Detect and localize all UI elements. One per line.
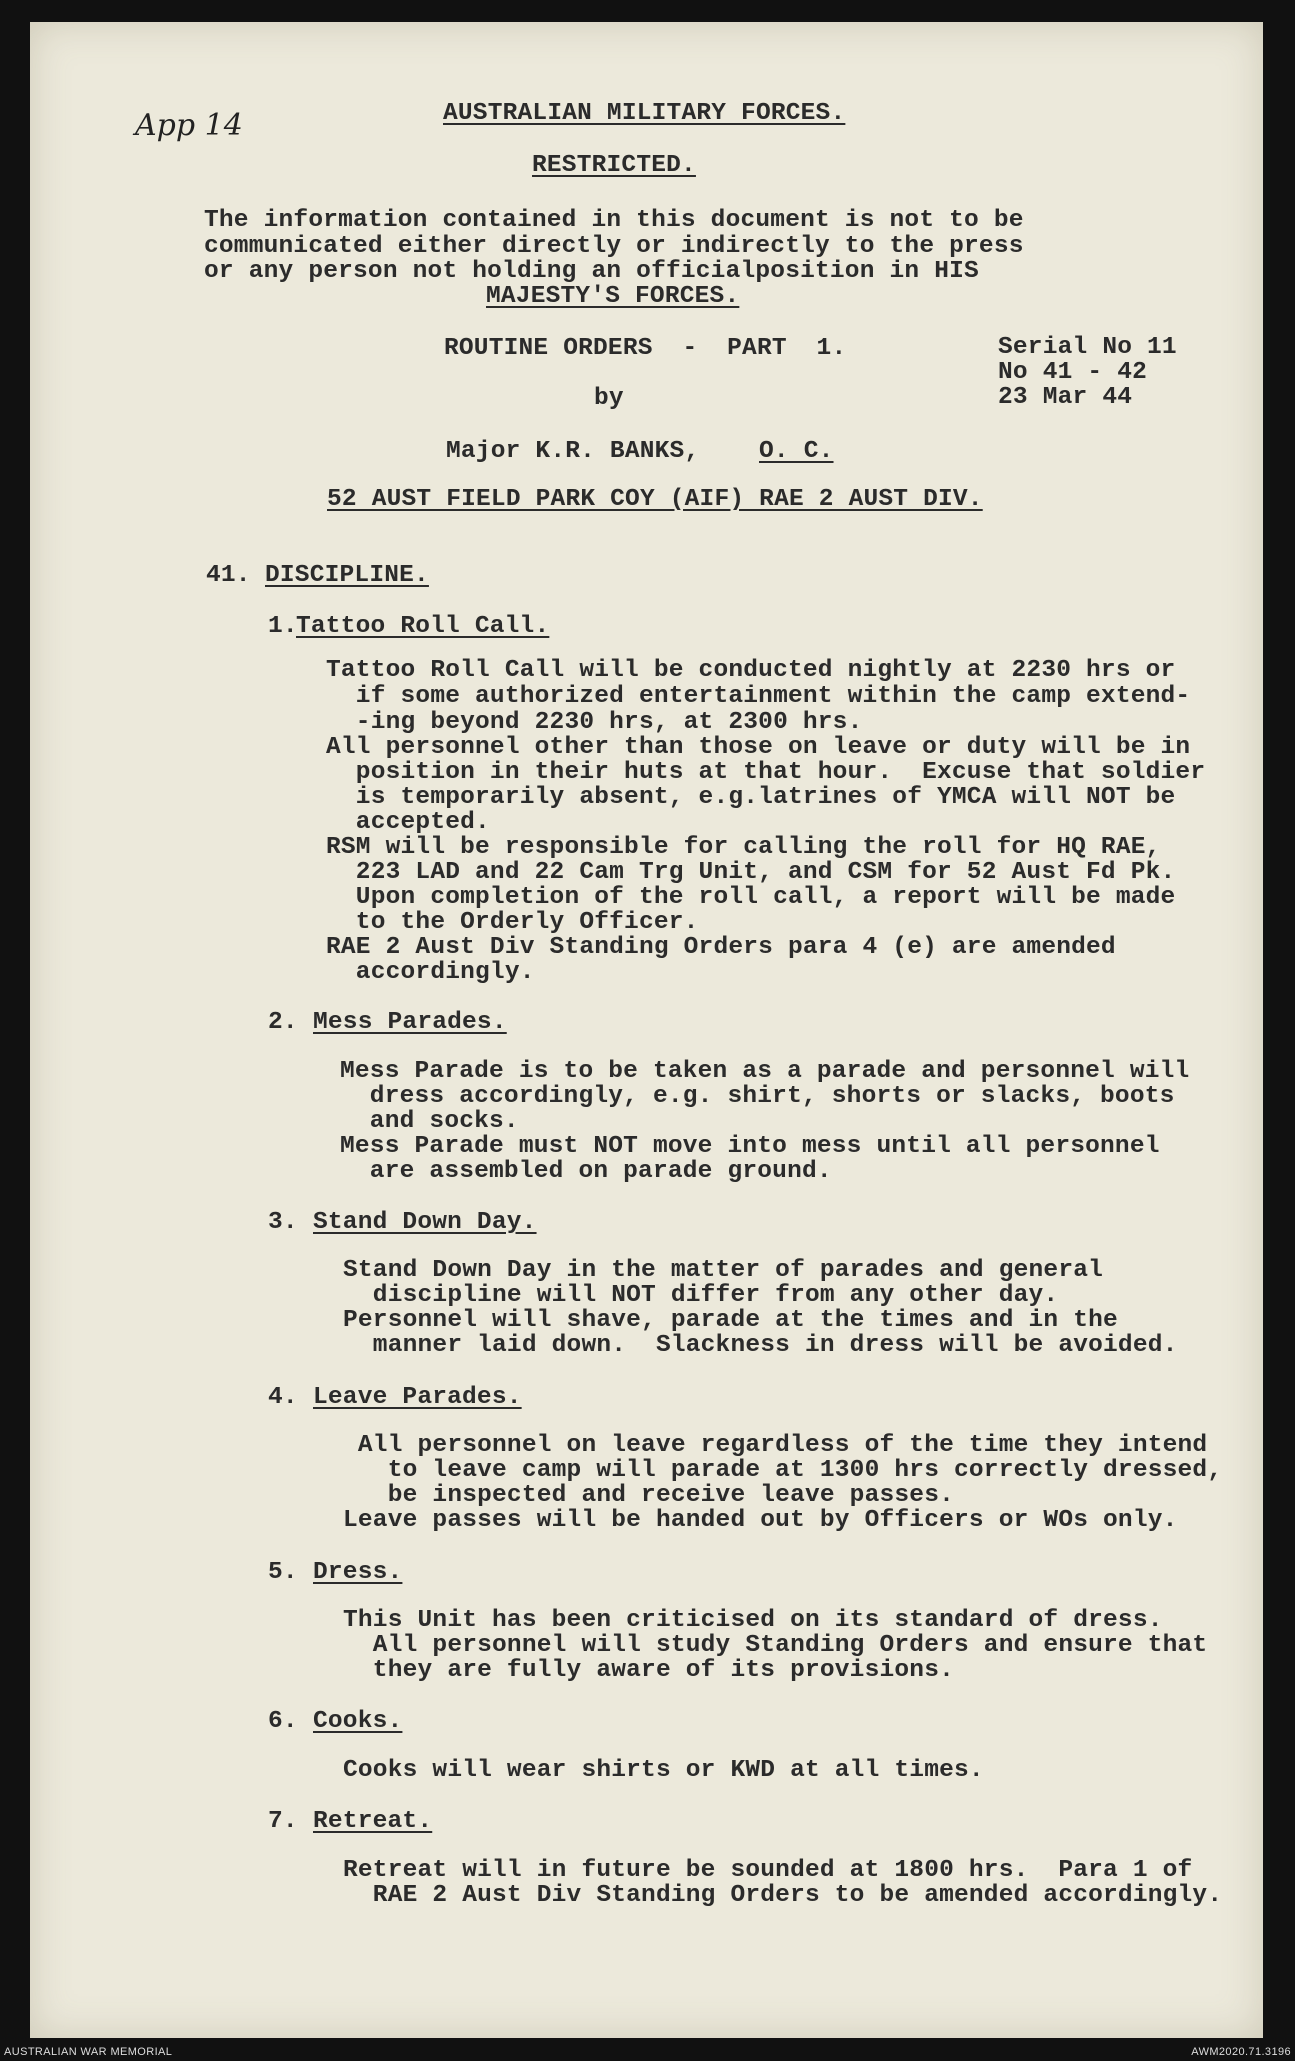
notice-end: MAJESTY'S FORCES. xyxy=(486,283,740,310)
item-text-line: Mess Parade is to be taken as a parade and personnel will xyxy=(340,1058,1190,1085)
item-number: 4. xyxy=(268,1384,298,1411)
item-title: Tattoo Roll Call. xyxy=(296,613,550,640)
footer-source: AUSTRALIAN WAR MEMORIAL xyxy=(4,2046,173,2058)
notice-line: The information contained in this document is not to be xyxy=(204,207,1024,234)
item-text-line: RSM will be responsible for calling the roll for HQ RAE, xyxy=(326,834,1161,861)
routine-orders-title: ROUTINE ORDERS - PART 1. xyxy=(444,335,847,362)
item-text-line: Cooks will wear shirts or KWD at all times. xyxy=(343,1757,984,1784)
item-text-line: Stand Down Day in the matter of parades and general xyxy=(343,1257,1104,1284)
notice-line: communicated either directly or indirectly to the press xyxy=(204,233,1024,260)
item-text-line: Tattoo Roll Call will be conducted nightly at 2230 hrs or xyxy=(326,657,1176,684)
by-text: by xyxy=(594,385,624,412)
item-text-line: and socks. xyxy=(340,1108,519,1135)
item-title: Mess Parades. xyxy=(313,1009,507,1036)
serial-number: Serial No 11 xyxy=(998,334,1177,361)
item-text-line: to leave camp will parade at 1300 hrs correctly dressed, xyxy=(343,1457,1223,1484)
item-number: 5. xyxy=(268,1559,298,1586)
item-text-line: be inspected and receive leave passes. xyxy=(343,1482,954,1509)
section-title: DISCIPLINE. xyxy=(265,562,429,589)
item-text-line: accordingly. xyxy=(326,959,535,986)
item-number: 3. xyxy=(268,1209,298,1236)
item-text-line: All personnel on leave regardless of the time they intend xyxy=(343,1432,1208,1459)
document-page xyxy=(30,22,1263,2038)
item-title: Cooks. xyxy=(313,1708,403,1735)
handwritten-note: App 14 xyxy=(135,108,243,143)
item-text-line: if some authorized entertainment within the camp extend- xyxy=(326,683,1191,710)
notice-line: or any person not holding an officialposition in HIS xyxy=(204,258,979,285)
item-text-line: Retreat will in future be sounded at 1800 hrs. Para 1 of xyxy=(343,1857,1193,1884)
item-text-line: RAE 2 Aust Div Standing Orders para 4 (e) are amended xyxy=(326,934,1116,961)
item-text-line: Mess Parade must NOT move into mess until all personnel xyxy=(340,1133,1160,1160)
item-text-line: manner laid down. Slackness in dress will be avoided. xyxy=(343,1332,1178,1359)
order-numbers: No 41 - 42 xyxy=(998,359,1148,386)
item-title: Leave Parades. xyxy=(313,1384,522,1411)
item-text-line: Upon completion of the roll call, a report will be made xyxy=(326,884,1176,911)
section-number: 41. xyxy=(206,562,251,589)
officer-role: O. C. xyxy=(759,438,834,465)
order-date: 23 Mar 44 xyxy=(998,384,1133,411)
item-text-line: discipline will NOT differ from any other day. xyxy=(343,1282,1059,1309)
item-text-line: 223 LAD and 22 Cam Trg Unit, and CSM for 52 Aust Fd Pk. xyxy=(326,859,1176,886)
item-text-line: are assembled on parade ground. xyxy=(340,1158,832,1185)
item-text-line: Personnel will shave, parade at the times and in the xyxy=(343,1307,1118,1334)
item-text-line: Leave passes will be handed out by Officers or WOs only. xyxy=(343,1507,1178,1534)
item-text-line: -ing beyond 2230 hrs, at 2300 hrs. xyxy=(326,709,863,736)
item-number: 2. xyxy=(268,1009,298,1036)
footer-accession: AWM2020.71.3196 xyxy=(1191,2046,1291,2058)
item-text-line: All personnel other than those on leave or duty will be in xyxy=(326,734,1191,761)
item-text-line: is temporarily absent, e.g.latrines of YMCA will NOT be xyxy=(326,784,1176,811)
item-title: Dress. xyxy=(313,1559,403,1586)
item-text-line: they are fully aware of its provisions. xyxy=(343,1657,954,1684)
item-text-line: position in their huts at that hour. Excuse that soldier xyxy=(326,759,1206,786)
item-number: 6. xyxy=(268,1708,298,1735)
classification: RESTRICTED. xyxy=(532,152,696,179)
item-title: Stand Down Day. xyxy=(313,1209,537,1236)
item-number: 1. xyxy=(268,613,298,640)
item-text-line: RAE 2 Aust Div Standing Orders to be amended accordingly. xyxy=(343,1882,1223,1909)
item-text-line: to the Orderly Officer. xyxy=(326,909,699,936)
item-text-line: This Unit has been criticised on its standard of dress. xyxy=(343,1607,1163,1634)
item-text-line: dress accordingly, e.g. shirt, shorts or slacks, boots xyxy=(340,1083,1175,1110)
org-heading: AUSTRALIAN MILITARY FORCES. xyxy=(443,100,846,127)
item-title: Retreat. xyxy=(313,1808,433,1835)
unit-name: 52 AUST FIELD PARK COY (AIF) RAE 2 AUST DIV. xyxy=(327,486,983,513)
item-number: 7. xyxy=(268,1808,298,1835)
officer-name: Major K.R. BANKS, xyxy=(446,438,700,465)
item-text-line: All personnel will study Standing Orders and ensure that xyxy=(343,1632,1208,1659)
item-text-line: accepted. xyxy=(326,809,490,836)
